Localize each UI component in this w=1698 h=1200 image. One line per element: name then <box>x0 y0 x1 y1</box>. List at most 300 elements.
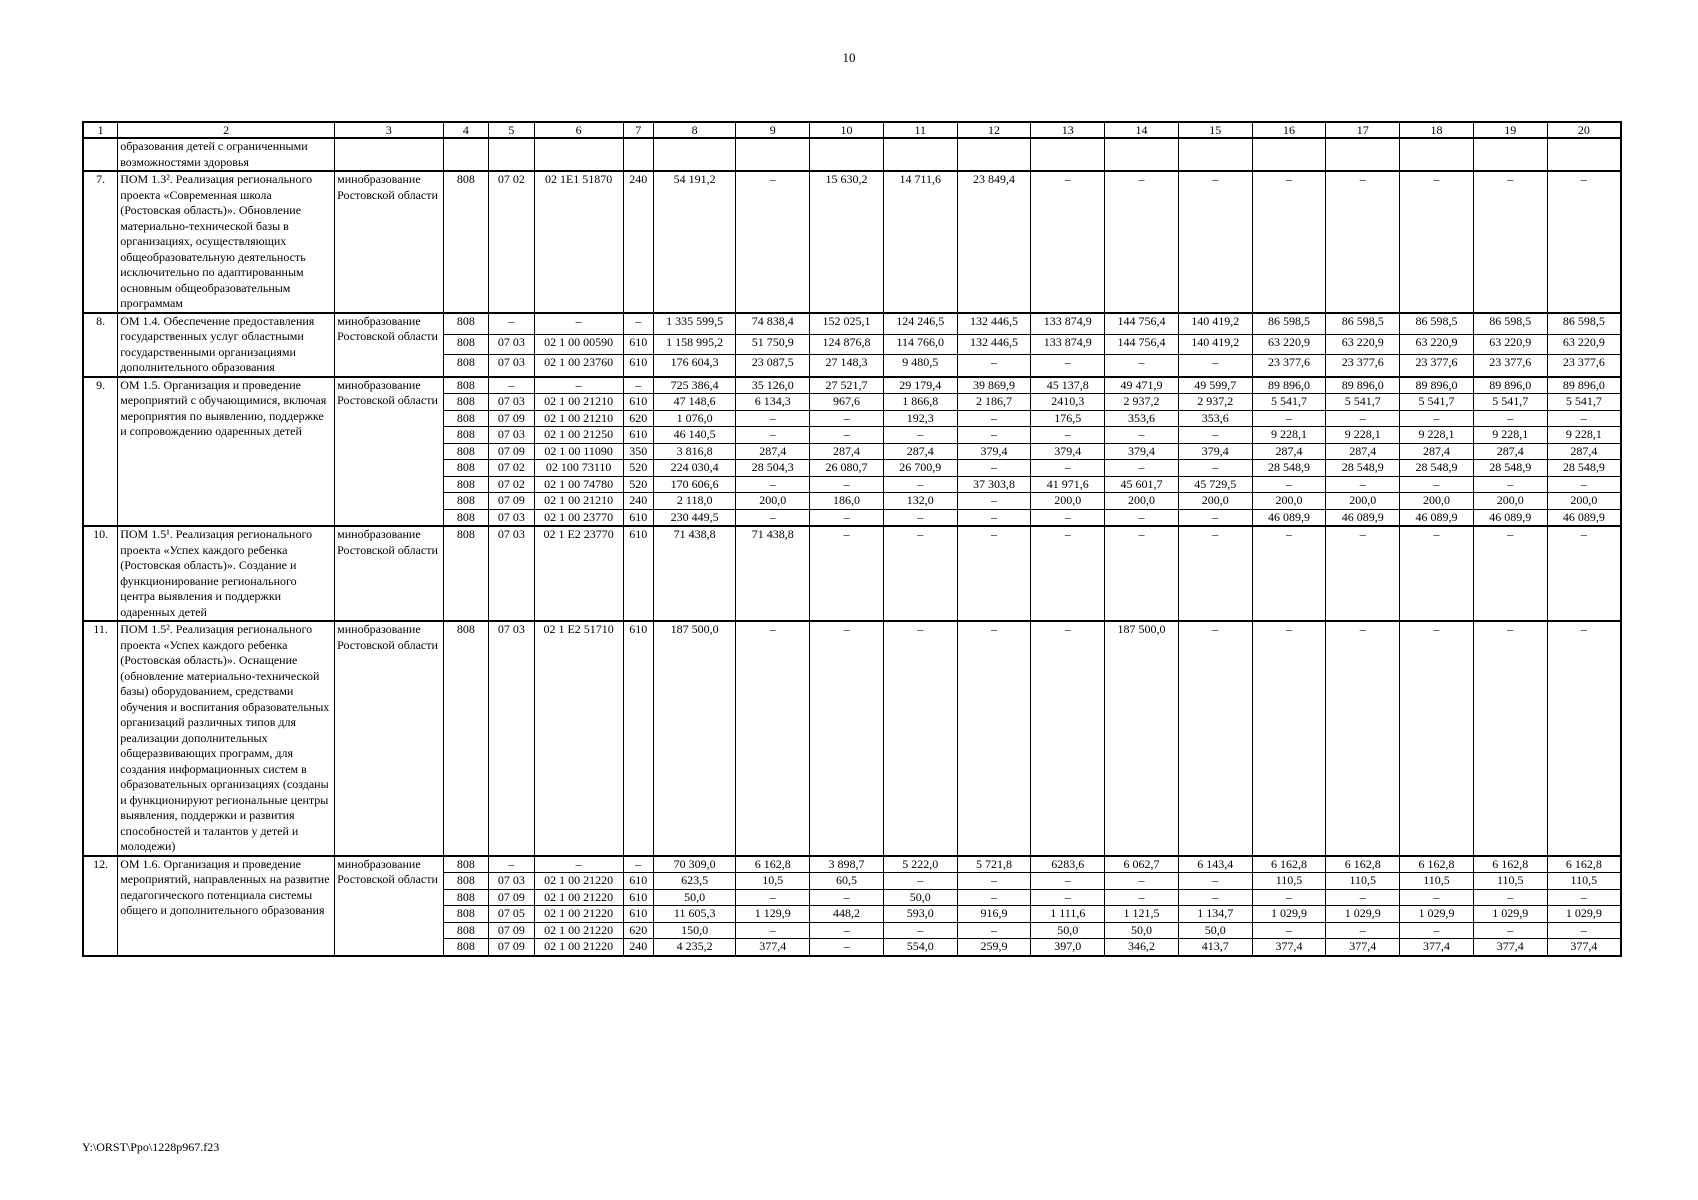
table-cell: 50,0 <box>1178 922 1252 939</box>
table-cell: 45 601,7 <box>1105 476 1179 493</box>
table-cell: – <box>957 493 1031 510</box>
table-cell: 808 <box>443 476 489 493</box>
table-cell: 377,4 <box>1252 939 1326 956</box>
table-cell: 63 220,9 <box>1252 334 1326 355</box>
table-cell: 63 220,9 <box>1473 334 1547 355</box>
table-cell <box>1178 138 1252 171</box>
row-description: образования детей с ограниченными возможностями здоровья <box>118 138 335 171</box>
table-cell: 46 140,5 <box>653 427 735 444</box>
row-description: ПОМ 1.5¹. Реализация регионального проекта «Успех каждого ребенка (Ростовская область)». Создание и функционирование регионального центра выявления и поддержки одаренных детей <box>118 526 335 621</box>
table-cell: – <box>1400 476 1474 493</box>
row-number: 8. <box>83 313 118 377</box>
table-cell: 610 <box>623 906 653 923</box>
table-cell: – <box>1178 460 1252 477</box>
table-cell: 27 521,7 <box>810 377 884 394</box>
table-cell: 07 03 <box>489 509 535 526</box>
table-cell: 353,6 <box>1178 410 1252 427</box>
table-cell: 07 02 <box>489 460 535 477</box>
table-cell: 808 <box>443 394 489 411</box>
table-cell: 287,4 <box>1400 443 1474 460</box>
table-cell: 448,2 <box>810 906 884 923</box>
table-cell: 46 089,9 <box>1547 509 1621 526</box>
table-cell: 620 <box>623 410 653 427</box>
table-cell <box>534 138 623 171</box>
table-cell <box>883 138 957 171</box>
row-executor: минобразование Ростовской области <box>335 526 443 621</box>
table-cell: – <box>883 476 957 493</box>
table-cell: 07 09 <box>489 493 535 510</box>
table-cell: 808 <box>443 906 489 923</box>
table-cell: 379,4 <box>1105 443 1179 460</box>
row-number: 11. <box>83 621 118 856</box>
header-row <box>83 122 1621 138</box>
table-cell: 02 1 00 21220 <box>534 922 623 939</box>
table-cell: – <box>1105 171 1179 313</box>
row-number <box>83 138 118 171</box>
table-cell: – <box>736 889 810 906</box>
table-cell: 623,5 <box>653 873 735 890</box>
table-cell: 240 <box>623 171 653 313</box>
table-cell: 5 541,7 <box>1547 394 1621 411</box>
table-cell: 6 143,4 <box>1178 856 1252 873</box>
column-header: 2 <box>118 122 335 138</box>
table-cell: – <box>1031 427 1105 444</box>
table-cell: – <box>1400 526 1474 621</box>
table-cell: – <box>1547 621 1621 856</box>
table-cell: – <box>883 621 957 856</box>
table-cell: – <box>957 922 1031 939</box>
column-header: 18 <box>1400 122 1474 138</box>
table-cell: 808 <box>443 443 489 460</box>
table-cell: 379,4 <box>1031 443 1105 460</box>
table-cell: 1 335 599,5 <box>653 313 735 335</box>
table-cell: 07 03 <box>489 334 535 355</box>
column-header: 8 <box>653 122 735 138</box>
row-number: 9. <box>83 377 118 527</box>
table-cell: – <box>810 410 884 427</box>
table-cell: – <box>623 856 653 873</box>
table-cell: 6 162,8 <box>1400 856 1474 873</box>
table-cell: – <box>957 621 1031 856</box>
table-cell: 379,4 <box>957 443 1031 460</box>
table-cell: 86 598,5 <box>1473 313 1547 335</box>
table-cell: 3 898,7 <box>810 856 884 873</box>
table-cell: 14 711,6 <box>883 171 957 313</box>
table-cell: – <box>1473 621 1547 856</box>
row-executor: минобразование Ростовской области <box>335 313 443 377</box>
table-cell: 140 419,2 <box>1178 313 1252 335</box>
table-cell: 124 246,5 <box>883 313 957 335</box>
column-header: 10 <box>810 122 884 138</box>
table-cell: – <box>957 889 1031 906</box>
table-cell: 186,0 <box>810 493 884 510</box>
table-cell: 02 100 73110 <box>534 460 623 477</box>
table-cell: 5 541,7 <box>1400 394 1474 411</box>
table-cell: 808 <box>443 873 489 890</box>
table-cell: 610 <box>623 509 653 526</box>
table-cell: 2 937,2 <box>1105 394 1179 411</box>
table-cell: – <box>1400 922 1474 939</box>
table-cell: – <box>1178 526 1252 621</box>
table-cell: 287,4 <box>736 443 810 460</box>
table-cell: – <box>883 509 957 526</box>
table-cell: – <box>623 313 653 335</box>
table-cell <box>1105 138 1179 171</box>
table-cell: 6283,6 <box>1031 856 1105 873</box>
column-header: 15 <box>1178 122 1252 138</box>
table-cell: 26 700,9 <box>883 460 957 477</box>
column-header: 19 <box>1473 122 1547 138</box>
table-row <box>83 171 1621 313</box>
table-cell <box>1031 138 1105 171</box>
table-cell: 86 598,5 <box>1326 313 1400 335</box>
table-cell: 808 <box>443 493 489 510</box>
table-cell: 554,0 <box>883 939 957 956</box>
row-description: ПОМ 1.3². Реализация регионального проекта «Современная школа (Ростовская область)». Обновление материально-технической базы в организациях, осуществляющих общеобразовательную деятельность исключительно по адаптированным основным общеобразовательным программам <box>118 171 335 313</box>
column-header: 20 <box>1547 122 1621 138</box>
table-cell: 5 721,8 <box>957 856 1031 873</box>
table-cell: 50,0 <box>1105 922 1179 939</box>
table-cell: 1 121,5 <box>1105 906 1179 923</box>
table-cell: – <box>736 509 810 526</box>
table-cell: 71 438,8 <box>736 526 810 621</box>
table-row <box>83 856 1621 873</box>
row-number: 12. <box>83 856 118 956</box>
table-cell: 23 377,6 <box>1473 355 1547 377</box>
table-cell: 520 <box>623 476 653 493</box>
table-cell: – <box>1547 922 1621 939</box>
table-cell: – <box>957 509 1031 526</box>
table-cell: – <box>1252 410 1326 427</box>
table-cell: – <box>736 427 810 444</box>
table-cell: – <box>957 526 1031 621</box>
table-cell: – <box>883 922 957 939</box>
table-cell: 200,0 <box>1400 493 1474 510</box>
table-cell: – <box>1547 476 1621 493</box>
table-cell: 6 162,8 <box>1252 856 1326 873</box>
table-cell: 28 548,9 <box>1252 460 1326 477</box>
table-cell: 377,4 <box>1400 939 1474 956</box>
table-cell: 28 548,9 <box>1400 460 1474 477</box>
table-cell: – <box>1473 889 1547 906</box>
row-executor: минобразование Ростовской области <box>335 377 443 527</box>
table-cell: 620 <box>623 922 653 939</box>
table-cell: 23 377,6 <box>1547 355 1621 377</box>
table-cell: 29 179,4 <box>883 377 957 394</box>
row-executor: минобразование Ростовской области <box>335 621 443 856</box>
table-cell: 133 874,9 <box>1031 313 1105 335</box>
table-cell <box>1400 138 1474 171</box>
table-cell: 187 500,0 <box>653 621 735 856</box>
table-cell: 07 03 <box>489 873 535 890</box>
table-cell: 287,4 <box>1547 443 1621 460</box>
table-cell: 413,7 <box>1178 939 1252 956</box>
table-cell: 377,4 <box>1326 939 1400 956</box>
column-header: 7 <box>623 122 653 138</box>
row-description: ОМ 1.6. Организация и проведение мероприятий, направленных на развитие педагогического потенциала системы общего и дополнительного образования <box>118 856 335 956</box>
table-cell <box>1473 138 1547 171</box>
table-cell: – <box>1031 460 1105 477</box>
table-cell: 02 1 00 21220 <box>534 889 623 906</box>
table-cell: 200,0 <box>736 493 810 510</box>
table-cell: 02 1 00 11090 <box>534 443 623 460</box>
budget-table <box>82 121 1622 957</box>
table-cell: 176 604,3 <box>653 355 735 377</box>
table-cell: 1 029,9 <box>1252 906 1326 923</box>
table-cell: 07 03 <box>489 394 535 411</box>
table-cell: 02 1 00 21210 <box>534 394 623 411</box>
table-cell: 520 <box>623 460 653 477</box>
table-cell: 45 729,5 <box>1178 476 1252 493</box>
table-cell: 86 598,5 <box>1400 313 1474 335</box>
table-cell: 240 <box>623 493 653 510</box>
table-cell: – <box>1178 509 1252 526</box>
table-cell: 46 089,9 <box>1400 509 1474 526</box>
table-cell: 287,4 <box>810 443 884 460</box>
table-cell: 5 541,7 <box>1252 394 1326 411</box>
table-cell: 808 <box>443 889 489 906</box>
table-cell: 200,0 <box>1326 493 1400 510</box>
table-cell: 47 148,6 <box>653 394 735 411</box>
table-cell: 26 080,7 <box>810 460 884 477</box>
table-cell: 28 548,9 <box>1473 460 1547 477</box>
table-cell: – <box>810 476 884 493</box>
table-cell: – <box>1252 922 1326 939</box>
table-cell: 287,4 <box>1473 443 1547 460</box>
table-cell: 10,5 <box>736 873 810 890</box>
table-cell: 725 386,4 <box>653 377 735 394</box>
table-cell: – <box>1105 526 1179 621</box>
table-cell: – <box>1547 171 1621 313</box>
table-cell: 28 548,9 <box>1547 460 1621 477</box>
table-cell: – <box>1326 410 1400 427</box>
table-cell: 144 756,4 <box>1105 313 1179 335</box>
table-cell: – <box>1547 526 1621 621</box>
table-cell: 1 029,9 <box>1400 906 1474 923</box>
table-cell: 50,0 <box>883 889 957 906</box>
table-cell: 07 03 <box>489 526 535 621</box>
table-cell: 5 222,0 <box>883 856 957 873</box>
table-cell: 37 303,8 <box>957 476 1031 493</box>
table-cell: – <box>810 526 884 621</box>
column-header: 3 <box>335 122 443 138</box>
table-cell: 2410,3 <box>1031 394 1105 411</box>
table-cell: – <box>1105 355 1179 377</box>
table-cell: 2 937,2 <box>1178 394 1252 411</box>
table-cell: 808 <box>443 939 489 956</box>
table-cell: 5 541,7 <box>1473 394 1547 411</box>
table-cell: 23 849,4 <box>957 171 1031 313</box>
table-cell: 808 <box>443 526 489 621</box>
table-cell: 86 598,5 <box>1252 313 1326 335</box>
table-cell: – <box>1252 889 1326 906</box>
table-cell: 35 126,0 <box>736 377 810 394</box>
table-cell: – <box>1252 621 1326 856</box>
table-cell: 71 438,8 <box>653 526 735 621</box>
table-cell: 1 029,9 <box>1326 906 1400 923</box>
table-cell: 610 <box>623 621 653 856</box>
table-cell: 07 09 <box>489 443 535 460</box>
table-cell: 200,0 <box>1178 493 1252 510</box>
table-cell: – <box>1105 460 1179 477</box>
table-cell: 346,2 <box>1105 939 1179 956</box>
table-cell: 07 02 <box>489 476 535 493</box>
table-cell: – <box>1031 171 1105 313</box>
table-cell: – <box>957 410 1031 427</box>
table-cell: – <box>736 922 810 939</box>
table-cell: – <box>1473 526 1547 621</box>
table-cell: – <box>1178 621 1252 856</box>
table-cell: 808 <box>443 856 489 873</box>
table-cell: 02 1 00 21210 <box>534 493 623 510</box>
table-cell: 350 <box>623 443 653 460</box>
table-cell: – <box>810 427 884 444</box>
table-cell: 287,4 <box>1252 443 1326 460</box>
table-cell: 808 <box>443 313 489 335</box>
table-cell: 86 598,5 <box>1547 313 1621 335</box>
table-cell: 610 <box>623 889 653 906</box>
table-cell: 02 1 00 21210 <box>534 410 623 427</box>
row-description: ОМ 1.4. Обеспечение предоставления государственных услуг областными государственными организациями дополнительного образования <box>118 313 335 377</box>
row-description: ОМ 1.5. Организация и проведение мероприятий с обучающимися, включая мероприятия по выявлению, поддержке и сопровождению одаренных детей <box>118 377 335 527</box>
table-cell: 07 02 <box>489 171 535 313</box>
table-cell: – <box>534 856 623 873</box>
footer-path: Y:\ORST\Ppo\1228p967.f23 <box>82 1140 220 1154</box>
table-cell: 07 03 <box>489 427 535 444</box>
table-cell: 70 309,0 <box>653 856 735 873</box>
table-cell: 5 541,7 <box>1326 394 1400 411</box>
table-cell: – <box>736 171 810 313</box>
table-cell: – <box>736 410 810 427</box>
table-cell: 63 220,9 <box>1326 334 1400 355</box>
table-cell: – <box>1031 526 1105 621</box>
table-cell: – <box>1547 410 1621 427</box>
table-cell: 808 <box>443 922 489 939</box>
table-cell: – <box>883 873 957 890</box>
table-cell <box>1326 138 1400 171</box>
table-cell: 133 874,9 <box>1031 334 1105 355</box>
table-cell: – <box>736 621 810 856</box>
table-cell: 02 1 E2 23770 <box>534 526 623 621</box>
table-cell: – <box>1473 410 1547 427</box>
table-cell: 140 419,2 <box>1178 334 1252 355</box>
table-cell: 287,4 <box>1326 443 1400 460</box>
row-executor: минобразование Ростовской области <box>335 171 443 313</box>
table-cell: 200,0 <box>1105 493 1179 510</box>
table-cell: – <box>1178 171 1252 313</box>
table-cell: 240 <box>623 939 653 956</box>
table-cell: 9 228,1 <box>1252 427 1326 444</box>
table-cell <box>957 138 1031 171</box>
table-cell: 192,3 <box>883 410 957 427</box>
table-cell: 02 1E1 51870 <box>534 171 623 313</box>
table-cell: 89 896,0 <box>1547 377 1621 394</box>
table-cell: – <box>957 427 1031 444</box>
table-cell <box>736 138 810 171</box>
table-cell: 07 09 <box>489 889 535 906</box>
table-cell: – <box>489 856 535 873</box>
table-cell: 45 137,8 <box>1031 377 1105 394</box>
table-cell: – <box>810 939 884 956</box>
table-cell: – <box>883 526 957 621</box>
table-cell: 02 1 00 74780 <box>534 476 623 493</box>
table-cell: 224 030,4 <box>653 460 735 477</box>
column-header: 5 <box>489 122 535 138</box>
table-cell: 170 606,6 <box>653 476 735 493</box>
table-cell: 28 548,9 <box>1326 460 1400 477</box>
table-cell: 23 377,6 <box>1252 355 1326 377</box>
table-cell: 41 971,6 <box>1031 476 1105 493</box>
table-cell: – <box>957 460 1031 477</box>
table-cell: 808 <box>443 509 489 526</box>
table-cell: 610 <box>623 427 653 444</box>
table-cell: – <box>1105 889 1179 906</box>
table-cell: – <box>1473 476 1547 493</box>
table-cell: – <box>736 476 810 493</box>
table-cell: 150,0 <box>653 922 735 939</box>
table-cell: 110,5 <box>1473 873 1547 890</box>
table-cell: 1 158 995,2 <box>653 334 735 355</box>
table-cell: 808 <box>443 355 489 377</box>
table-cell: 46 089,9 <box>1252 509 1326 526</box>
column-header: 12 <box>957 122 1031 138</box>
table-cell: 124 876,8 <box>810 334 884 355</box>
table-cell: – <box>534 377 623 394</box>
table-cell: 02 1 00 21220 <box>534 873 623 890</box>
row-number: 10. <box>83 526 118 621</box>
table-cell: 11 605,3 <box>653 906 735 923</box>
table-cell: 230 449,5 <box>653 509 735 526</box>
table-cell: 808 <box>443 334 489 355</box>
table-cell: – <box>1105 427 1179 444</box>
table-cell: – <box>1547 889 1621 906</box>
table-cell: 02 1 00 21250 <box>534 427 623 444</box>
table-cell: 9 228,1 <box>1400 427 1474 444</box>
table-cell: – <box>1326 171 1400 313</box>
table-cell: 89 896,0 <box>1252 377 1326 394</box>
table-cell: 28 504,3 <box>736 460 810 477</box>
column-header: 4 <box>443 122 489 138</box>
column-header: 17 <box>1326 122 1400 138</box>
table-cell: 1 029,9 <box>1547 906 1621 923</box>
table-cell: 967,6 <box>810 394 884 411</box>
table-cell: 1 866,8 <box>883 394 957 411</box>
table-cell: 07 09 <box>489 922 535 939</box>
table-cell: 39 869,9 <box>957 377 1031 394</box>
table-cell: 144 756,4 <box>1105 334 1179 355</box>
table-cell: – <box>883 427 957 444</box>
table-cell: 46 089,9 <box>1326 509 1400 526</box>
table-cell: – <box>1400 621 1474 856</box>
table-cell: – <box>1178 427 1252 444</box>
table-cell: 610 <box>623 334 653 355</box>
table-cell: 132,0 <box>883 493 957 510</box>
table-cell: 89 896,0 <box>1473 377 1547 394</box>
column-header: 9 <box>736 122 810 138</box>
table-cell: 50,0 <box>653 889 735 906</box>
table-cell: 379,4 <box>1178 443 1252 460</box>
table-cell: 2 118,0 <box>653 493 735 510</box>
table-cell: – <box>623 377 653 394</box>
table-cell: 1 076,0 <box>653 410 735 427</box>
table-cell: 397,0 <box>1031 939 1105 956</box>
table-cell: 808 <box>443 460 489 477</box>
table-cell: 9 480,5 <box>883 355 957 377</box>
table-cell: 07 03 <box>489 355 535 377</box>
table-cell: 2 186,7 <box>957 394 1031 411</box>
table-cell: 50,0 <box>1031 922 1105 939</box>
column-header: 13 <box>1031 122 1105 138</box>
